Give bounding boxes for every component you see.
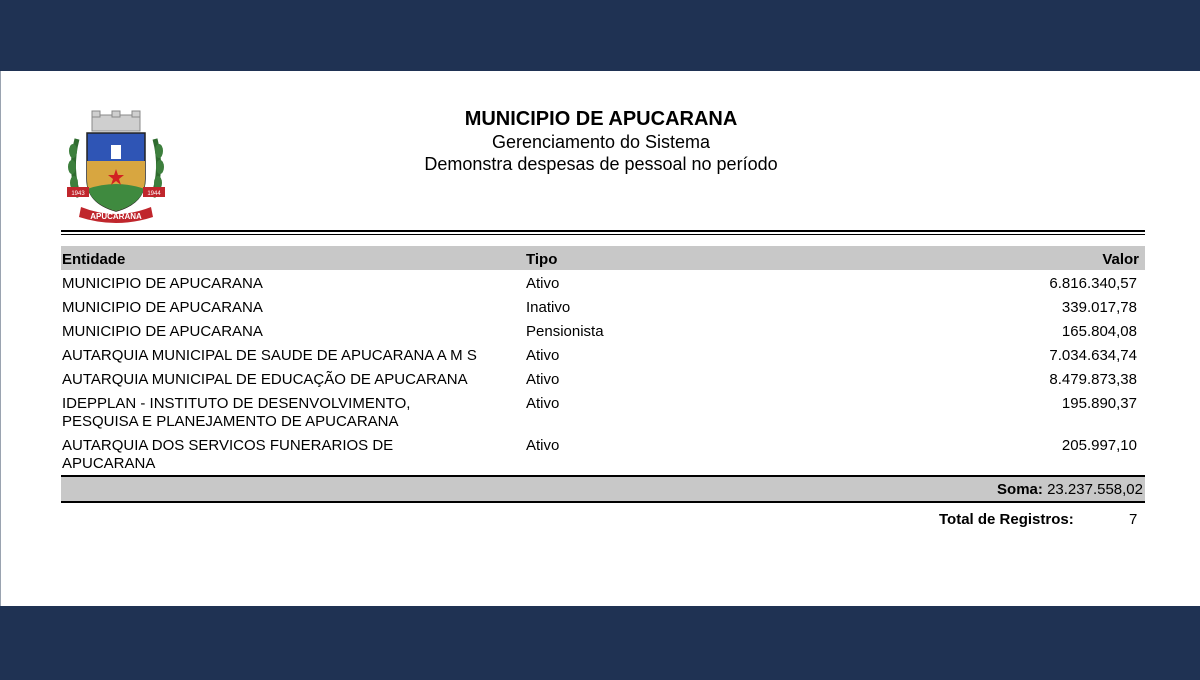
cell-entidade — [62, 395, 522, 431]
column-header-entidade: Entidade — [62, 251, 126, 268]
header-divider-thin — [61, 234, 1145, 235]
cell-valor: 205.997,10 — [1061, 437, 1137, 454]
report-header — [301, 107, 901, 175]
cell-valor: 6.816.340,57 — [1049, 275, 1137, 292]
cell-valor: 8.479.873,38 — [1049, 371, 1137, 388]
cell-valor: 165.804,08 — [1061, 323, 1137, 340]
cell-entidade: MUNICIPIO DE APUCARANA — [62, 275, 263, 292]
cell-tipo: Ativo — [526, 395, 560, 412]
sum-label: Soma: — [997, 481, 1043, 498]
header-divider — [61, 230, 1145, 232]
cell-entidade-line2: APUCARANA — [62, 455, 156, 472]
municipal-crest-logo — [63, 109, 169, 225]
cell-entidade — [62, 437, 522, 473]
cell-valor: 195.890,37 — [1061, 395, 1137, 412]
table-row — [61, 299, 1145, 319]
table-row — [61, 347, 1145, 367]
cell-entidade: MUNICIPIO DE APUCARANA — [62, 323, 263, 340]
sum-text — [997, 481, 1143, 498]
cell-entidade-line2: PESQUISA E PLANEJAMENTO DE APUCARANA — [62, 413, 399, 430]
svg-text:1944: 1944 — [147, 191, 161, 197]
report-sheet — [0, 71, 1200, 606]
report-subtitle: Gerenciamento do Sistema — [491, 132, 711, 152]
total-records-label: Total de Registros: — [939, 511, 1074, 528]
table-row — [61, 275, 1145, 295]
cell-tipo: Ativo — [526, 371, 560, 388]
cell-tipo: Ativo — [526, 275, 560, 292]
cell-entidade-line1: IDEPPLAN - INSTITUTO DE DESENVOLVIMENTO, — [62, 395, 411, 412]
cell-entidade: AUTARQUIA MUNICIPAL DE SAUDE DE APUCARANA A M S — [62, 347, 477, 364]
column-header-valor: Valor — [1102, 251, 1139, 268]
expenses-table — [61, 246, 1145, 472]
table-header — [61, 246, 1145, 270]
sum-bar — [61, 475, 1145, 503]
cell-valor: 339.017,78 — [1061, 299, 1137, 316]
cell-tipo: Ativo — [526, 437, 560, 454]
column-header-tipo: Tipo — [526, 251, 558, 268]
total-records-value: 7 — [1129, 511, 1138, 528]
svg-text:1943: 1943 — [71, 191, 85, 197]
cell-tipo: Inativo — [526, 299, 571, 316]
svg-text:APUCARANA: APUCARANA — [90, 212, 142, 221]
cell-entidade: AUTARQUIA MUNICIPAL DE EDUCAÇÃO DE APUCARANA — [62, 371, 468, 388]
table-row — [61, 371, 1145, 391]
cell-tipo: Pensionista — [526, 323, 604, 340]
cell-tipo: Ativo — [526, 347, 560, 364]
cell-valor: 7.034.634,74 — [1049, 347, 1137, 364]
table-row — [61, 395, 1145, 433]
sum-value: 23.237.558,02 — [1047, 481, 1143, 498]
report-title: MUNICIPIO DE APUCARANA — [464, 108, 738, 130]
table-row — [61, 437, 1145, 475]
report-description: Demonstra despesas de pessoal no período — [424, 154, 778, 174]
cell-entidade-line1: AUTARQUIA DOS SERVICOS FUNERARIOS DE — [62, 437, 394, 454]
table-row — [61, 323, 1145, 343]
cell-entidade: MUNICIPIO DE APUCARANA — [62, 299, 263, 316]
